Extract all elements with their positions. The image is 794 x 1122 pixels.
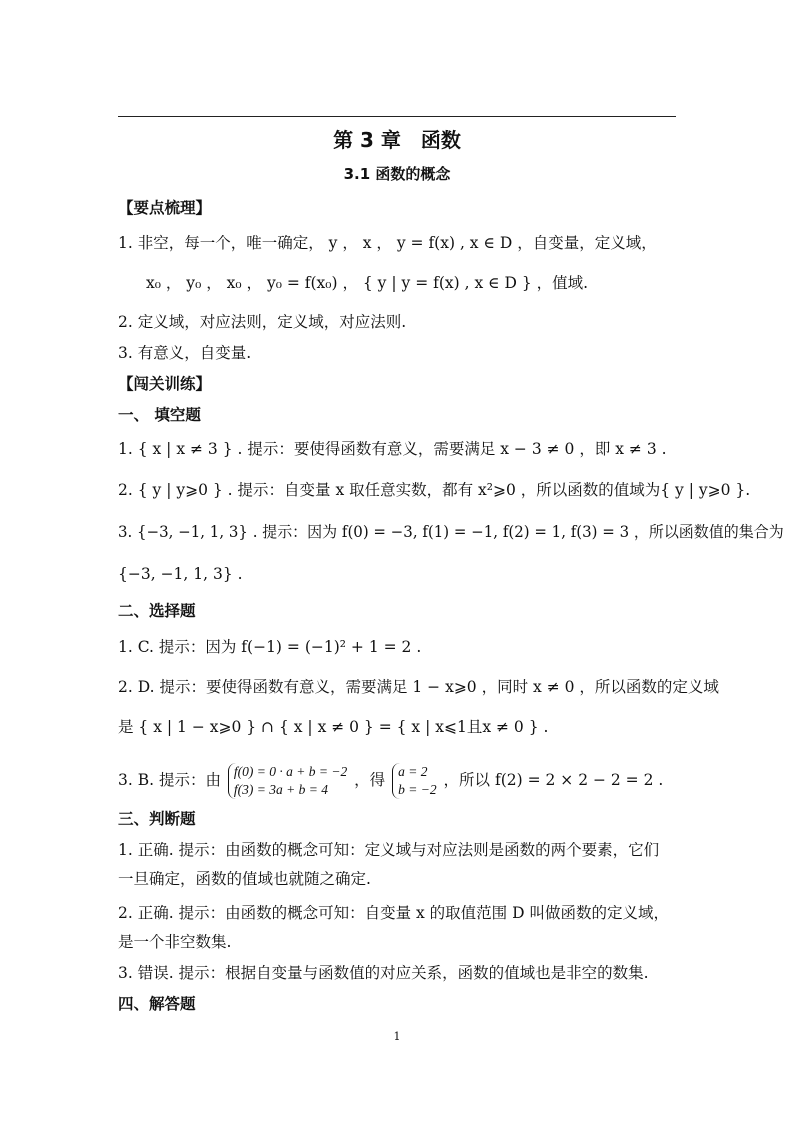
judge-1-cont: 一旦确定，函数的值域也就随之确定.	[118, 870, 371, 888]
heading-choice: 二、选择题	[118, 602, 196, 620]
equation-2: f(3) = 3a + b = 4	[233, 782, 328, 797]
equation-1: f(0) = 0 · a + b = −2	[233, 764, 348, 779]
fill-1: 1. { x | x ≠ 3 } . 提示：要使得函数有意义，需要满足 x − 3 ≠ 0 ，即 x ≠ 3 .	[118, 440, 667, 458]
judge-3: 3. 错误. 提示：根据自变量与函数值的对应关系，函数的值域也是非空的数集.	[118, 964, 649, 982]
solution-1: a = 2	[398, 764, 428, 779]
solution-system	[392, 763, 436, 799]
judge-2-cont: 是一个非空数集.	[118, 933, 232, 951]
key-point-3: 3. 有意义，自变量.	[118, 344, 252, 362]
fill-3-cont: {−3, −1, 1, 3} .	[118, 565, 243, 583]
choice-3-suffix: ，所以 f(2) = 2 × 2 − 2 = 2 .	[443, 771, 664, 789]
key-point-1: 1. 非空，每一个，唯一确定， y ， x ， y = f(x) , x ∈ D ，自变量，定义域，	[118, 234, 657, 252]
heading-answer: 四、解答题	[118, 995, 196, 1013]
chapter-title: 第 3 章 函数	[333, 128, 461, 152]
header-rule	[118, 116, 676, 117]
heading-fill: 一、 填空题	[118, 406, 201, 424]
heading-key-points: 【要点梳理】	[118, 199, 212, 217]
judge-2: 2. 正确. 提示：由函数的概念可知：自变量 x 的取值范围 D 叫做函数的定义域，	[118, 904, 669, 922]
heading-training: 【闯关训练】	[118, 375, 212, 393]
page-number: 1	[393, 1030, 401, 1043]
key-point-2: 2. 定义域，对应法则，定义域，对应法则.	[118, 313, 407, 331]
judge-1: 1. 正确. 提示：由函数的概念可知：定义域与对应法则是函数的两个要素，它们	[118, 841, 660, 859]
heading-judge: 三、判断题	[118, 810, 196, 828]
fill-3: 3. {−3, −1, 1, 3} . 提示：因为 f(0) = −3, f(1) = −1, f(2) = 1, f(3) = 3 ，所以函数值的集合为	[118, 523, 784, 541]
choice-2-cont: 是 { x | 1 − x⩾0 } ∩ { x | x ≠ 0 } = { x | x⩽1且x ≠ 0 } .	[118, 718, 549, 736]
choice-1: 1. C. 提示：因为 f(−1) = (−1)² + 1 = 2 .	[118, 638, 422, 656]
choice-2: 2. D. 提示：要使得函数有意义，需要满足 1 − x⩾0 ，同时 x ≠ 0 ，所以函数的定义域	[118, 678, 719, 696]
key-point-1-cont: x₀ ， y₀ ， x₀ ， y₀ = f(x₀) ， { y | y = f(x) , x ∈ D } ，值域.	[146, 274, 589, 292]
section-title: 3.1 函数的概念	[343, 165, 451, 183]
equation-system	[228, 763, 347, 799]
solution-2: b = −2	[398, 782, 437, 797]
choice-3-prefix: 3. B. 提示：由	[118, 771, 221, 789]
fill-2: 2. { y | y⩾0 } . 提示：自变量 x 取任意实数，都有 x²⩾0 ，所以函数的值域为{ y | y⩾0 }.	[118, 481, 751, 499]
choice-3-middle: ，得	[354, 771, 386, 789]
choice-3	[118, 760, 663, 800]
